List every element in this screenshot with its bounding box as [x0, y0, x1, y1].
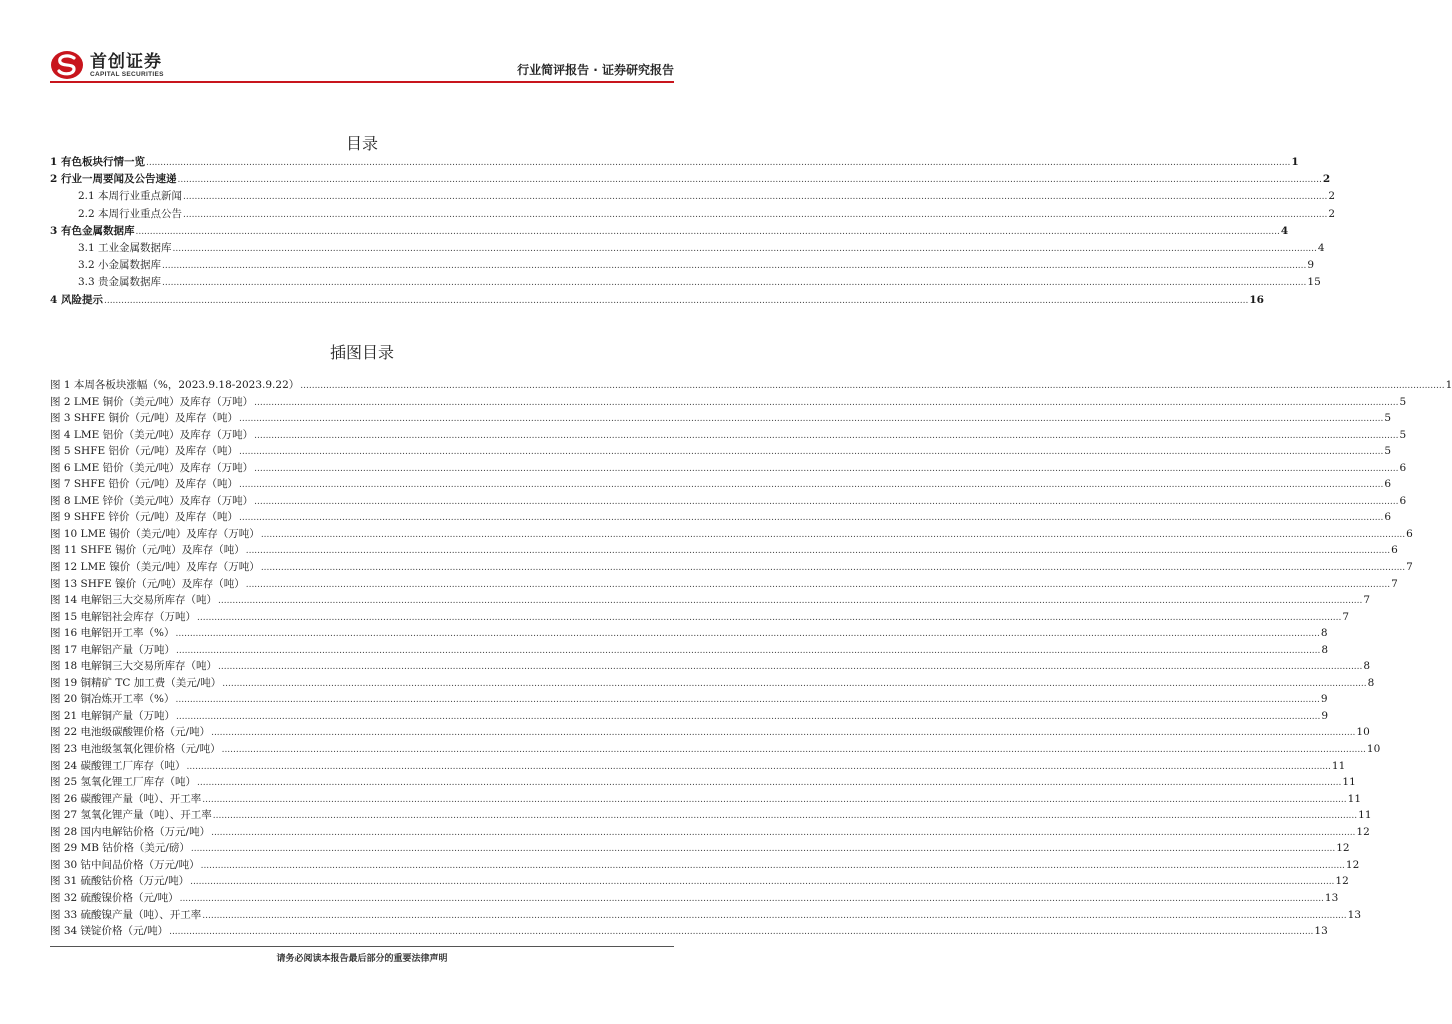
toc-entry[interactable] — [50, 206, 1336, 223]
dot-leader: ................................................................................................................................................................................................................................................................................................................................................................................................................ — [260, 529, 1406, 540]
dot-leader: ................................................................................................................................................................................................................................................................................................................................................................................................................ — [254, 430, 1399, 441]
entry-label: 图 7 SHFE 铅价（元/吨）及库存（吨） — [50, 478, 239, 491]
entry-label: 图 30 钴中间品价格（万元/吨） — [50, 858, 200, 871]
figures-title: 插图目录 — [329, 343, 394, 362]
figure-entry[interactable] — [50, 642, 1329, 659]
entry-label: 图 28 国内电解钴价格（万元/吨） — [50, 825, 211, 838]
entry-label: 图 4 LME 铝价（美元/吨）及库存（万吨） — [50, 428, 254, 441]
capital-securities-logo-icon — [50, 50, 84, 80]
figure-entry[interactable] — [50, 576, 1398, 593]
entry-label: 图 18 电解铜三大交易所库存（吨） — [50, 660, 218, 673]
dot-leader: ................................................................................................................................................................................................................................................................................................................................................................................................................ — [162, 261, 1307, 272]
page-number: 5 — [1384, 412, 1392, 425]
figure-entry[interactable] — [50, 460, 1407, 477]
dot-leader: ................................................................................................................................................................................................................................................................................................................................................................................................................ — [183, 192, 1328, 203]
entry-label: 图 31 硫酸钴价格（万元/吨） — [50, 875, 190, 888]
entry-label: 图 34 镁锭价格（元/吨） — [50, 925, 169, 938]
toc-entry[interactable] — [50, 188, 1336, 205]
entry-label: 1 有色板块行情一览 — [50, 156, 145, 168]
dot-leader: ................................................................................................................................................................................................................................................................................................................................................................................................................ — [218, 662, 1363, 673]
dot-leader: ................................................................................................................................................................................................................................................................................................................................................................................................................ — [239, 447, 1384, 458]
dot-leader: ................................................................................................................................................................................................................................................................................................................................................................................................................ — [186, 761, 1331, 772]
page-number: 1 — [1445, 379, 1452, 391]
header-divider — [50, 81, 674, 83]
figure-entry[interactable] — [50, 526, 1413, 543]
page-number: 6 — [1391, 544, 1398, 557]
dot-leader: ................................................................................................................................................................................................................................................................................................................................................................................................................ — [135, 226, 1280, 237]
entry-label: 图 24 碳酸锂工厂库存（吨） — [50, 759, 186, 772]
page-number: 8 — [1321, 643, 1329, 656]
figure-entry[interactable] — [50, 609, 1350, 626]
entry-label: 图 33 硫酸镍产量（吨）、开工率 — [50, 908, 202, 921]
page-number: 7 — [1406, 561, 1413, 574]
figure-entry[interactable] — [50, 443, 1392, 460]
toc-entry[interactable] — [50, 257, 1315, 274]
dot-leader: ................................................................................................................................................................................................................................................................................................................................................................................................................ — [190, 844, 1336, 855]
entry-label: 图 27 氢氧化锂产量（吨）、开工率 — [50, 809, 212, 822]
dot-leader: ................................................................................................................................................................................................................................................................................................................................................................................................................ — [222, 678, 1367, 689]
entry-label: 图 25 氢氧化锂工厂库存（吨） — [50, 776, 197, 789]
dot-leader: ................................................................................................................................................................................................................................................................................................................................................................................................................ — [162, 278, 1307, 289]
page-number: 8 — [1363, 660, 1371, 673]
page-number: 12 — [1336, 842, 1350, 855]
page-number: 8 — [1320, 627, 1328, 640]
page-number: 7 — [1363, 594, 1371, 607]
page-number: 9 — [1321, 709, 1329, 722]
dot-leader: ................................................................................................................................................................................................................................................................................................................................................................................................................ — [175, 695, 1320, 706]
entry-label: 图 10 LME 锡价（美元/吨）及库存（万吨） — [50, 527, 260, 540]
logo-english-name: CAPITAL SECURITIES — [90, 70, 164, 78]
toc-entry[interactable] — [50, 240, 1325, 257]
figure-entry[interactable] — [50, 741, 1381, 758]
figure-entry[interactable] — [50, 774, 1356, 791]
list-of-figures — [50, 377, 1452, 940]
page-number: 11 — [1331, 759, 1346, 772]
page-number: 12 — [1345, 858, 1360, 871]
entry-label: 图 17 电解铝产量（万吨） — [50, 643, 176, 656]
figure-entry[interactable] — [50, 625, 1328, 642]
page-number: 6 — [1406, 527, 1413, 540]
page-number: 6 — [1399, 461, 1407, 474]
entry-label: 3.2 小金属数据库 — [78, 259, 162, 272]
entry-label: 图 5 SHFE 铝价（元/吨）及库存（吨） — [50, 445, 239, 458]
dot-leader: ................................................................................................................................................................................................................................................................................................................................................................................................................ — [190, 877, 1335, 888]
toc-entry[interactable] — [50, 171, 1331, 188]
dot-leader: ................................................................................................................................................................................................................................................................................................................................................................................................................ — [260, 563, 1406, 574]
dot-leader: ................................................................................................................................................................................................................................................................................................................................................................................................................ — [211, 728, 1356, 739]
figure-entry[interactable] — [50, 923, 1328, 940]
toc-entry[interactable] — [50, 292, 1264, 309]
figure-entry[interactable] — [50, 857, 1360, 874]
entry-label: 3.1 工业金属数据库 — [78, 241, 172, 254]
entry-label: 图 21 电解铜产量（万吨） — [50, 709, 176, 722]
figure-entry[interactable] — [50, 708, 1329, 725]
figure-entry[interactable] — [50, 476, 1392, 493]
page-number: 12 — [1335, 875, 1349, 888]
page-number: 6 — [1399, 494, 1407, 507]
page-number: 9 — [1320, 693, 1328, 706]
page-number: 10 — [1366, 743, 1381, 756]
entry-label: 图 3 SHFE 铜价（元/吨）及库存（吨） — [50, 412, 239, 425]
report-type-label: 行业简评报告 · 证券研究报告 — [517, 63, 674, 77]
dot-leader: ................................................................................................................................................................................................................................................................................................................................................................................................................ — [254, 496, 1399, 507]
page-number: 15 — [1307, 276, 1321, 289]
entry-label: 图 19 铜精矿 TC 加工费（美元/吨） — [50, 676, 222, 689]
dot-leader: ................................................................................................................................................................................................................................................................................................................................................................................................................ — [179, 893, 1324, 904]
page-number: 7 — [1342, 610, 1350, 623]
entry-label: 图 13 SHFE 镍价（元/吨）及库存（吨） — [50, 577, 245, 590]
dot-leader: ................................................................................................................................................................................................................................................................................................................................................................................................................ — [200, 860, 1345, 871]
entry-label: 图 23 电池级氢氧化锂价格（元/吨） — [50, 743, 221, 756]
figure-entry[interactable] — [50, 394, 1407, 411]
dot-leader: ................................................................................................................................................................................................................................................................................................................................................................................................................ — [177, 175, 1322, 186]
entry-label: 图 32 硫酸镍价格（元/吨） — [50, 891, 179, 904]
entry-label: 图 22 电池级碳酸锂价格（元/吨） — [50, 726, 211, 739]
figure-entry[interactable] — [50, 592, 1371, 609]
dot-leader: ................................................................................................................................................................................................................................................................................................................................................................................................................ — [145, 158, 1291, 168]
entry-label: 图 8 LME 锌价（美元/吨）及库存（万吨） — [50, 494, 254, 507]
entry-label: 3 有色金属数据库 — [50, 224, 135, 237]
dot-leader: ................................................................................................................................................................................................................................................................................................................................................................................................................ — [172, 243, 1317, 254]
figure-entry[interactable] — [50, 873, 1349, 890]
company-logo — [50, 50, 164, 80]
dot-leader: ................................................................................................................................................................................................................................................................................................................................................................................................................ — [183, 209, 1328, 220]
figure-entry[interactable] — [50, 377, 1452, 394]
logo-chinese-name: 首创证券 — [90, 51, 162, 72]
page-number: 5 — [1399, 428, 1407, 441]
dot-leader: ................................................................................................................................................................................................................................................................................................................................................................................................................ — [175, 629, 1320, 640]
page-number: 5 — [1384, 445, 1392, 458]
dot-leader: ................................................................................................................................................................................................................................................................................................................................................................................................................ — [254, 397, 1399, 408]
figure-entry[interactable] — [50, 758, 1346, 775]
page-number: 9 — [1307, 259, 1315, 272]
entry-label: 2 行业一周要闻及公告速递 — [50, 173, 177, 186]
page-number: 4 — [1317, 241, 1325, 254]
entry-label: 图 29 MB 钴价格（美元/磅） — [50, 842, 190, 855]
dot-leader: ................................................................................................................................................................................................................................................................................................................................................................................................................ — [169, 927, 1314, 938]
dot-leader: ................................................................................................................................................................................................................................................................................................................................................................................................................ — [176, 645, 1321, 656]
entry-label: 图 2 LME 铜价（美元/吨）及库存（万吨） — [50, 395, 254, 408]
entry-label: 2.2 本周行业重点公告 — [78, 207, 183, 220]
dot-leader: ................................................................................................................................................................................................................................................................................................................................................................................................................ — [176, 711, 1321, 722]
dot-leader: ................................................................................................................................................................................................................................................................................................................................................................................................................ — [197, 778, 1342, 789]
entry-label: 图 6 LME 铅价（美元/吨）及库存（万吨） — [50, 461, 254, 474]
page-number: 12 — [1356, 825, 1370, 838]
figure-entry[interactable] — [50, 427, 1407, 444]
toc-entry[interactable] — [50, 223, 1289, 240]
page-number: 11 — [1342, 776, 1356, 789]
entry-label: 图 16 电解铝开工率（%） — [50, 627, 175, 640]
page-number: 11 — [1358, 809, 1372, 822]
entry-label: 图 26 碳酸锂产量（吨）、开工率 — [50, 792, 202, 805]
dot-leader: ................................................................................................................................................................................................................................................................................................................................................................................................................ — [211, 827, 1356, 838]
entry-label: 图 14 电解铝三大交易所库存（吨） — [50, 594, 218, 607]
entry-label: 图 20 铜冶炼开工率（%） — [50, 693, 175, 706]
page-number: 16 — [1249, 293, 1264, 306]
figure-entry[interactable] — [50, 691, 1328, 708]
page-number: 6 — [1384, 478, 1392, 491]
entry-label: 2.1 本周行业重点新闻 — [78, 190, 183, 203]
figure-entry[interactable] — [50, 658, 1371, 675]
dot-leader: ................................................................................................................................................................................................................................................................................................................................................................................................................ — [245, 579, 1391, 590]
figure-entry[interactable] — [50, 509, 1392, 526]
page-number: 13 — [1314, 925, 1328, 938]
entry-label: 4 风险提示 — [50, 293, 103, 306]
page-number: 2 — [1328, 190, 1336, 203]
entry-label: 图 9 SHFE 锌价（元/吨）及库存（吨） — [50, 511, 239, 524]
dot-leader: ................................................................................................................................................................................................................................................................................................................................................................................................................ — [103, 295, 1249, 306]
figure-entry[interactable] — [50, 559, 1413, 576]
figure-entry[interactable] — [50, 542, 1398, 559]
page-number: 1 — [1291, 156, 1299, 168]
page-number: 5 — [1399, 395, 1407, 408]
figure-entry[interactable] — [50, 675, 1375, 692]
figure-entry[interactable] — [50, 824, 1370, 841]
dot-leader: ................................................................................................................................................................................................................................................................................................................................................................................................................ — [300, 381, 1445, 391]
page-header — [50, 50, 674, 82]
figure-entry[interactable] — [50, 890, 1339, 907]
page-number: 10 — [1356, 726, 1370, 739]
figure-entry[interactable] — [50, 807, 1372, 824]
dot-leader: ................................................................................................................................................................................................................................................................................................................................................................................................................ — [239, 480, 1384, 491]
dot-leader: ................................................................................................................................................................................................................................................................................................................................................................................................................ — [239, 513, 1384, 524]
page-number: 2 — [1322, 173, 1331, 186]
legal-notice: 请务必阅读本报告最后部分的重要法律声明 — [276, 954, 448, 964]
dot-leader: ................................................................................................................................................................................................................................................................................................................................................................................................................ — [221, 745, 1366, 756]
toc-entry[interactable] — [50, 274, 1321, 291]
page-number: 2 — [1328, 207, 1336, 220]
page-number: 13 — [1324, 891, 1339, 904]
figure-entry[interactable] — [50, 410, 1392, 427]
dot-leader: ................................................................................................................................................................................................................................................................................................................................................................................................................ — [202, 794, 1347, 805]
figure-entry[interactable] — [50, 907, 1362, 924]
dot-leader: ................................................................................................................................................................................................................................................................................................................................................................................................................ — [245, 546, 1391, 557]
page-number: 7 — [1391, 577, 1398, 590]
page-number: 6 — [1384, 511, 1392, 524]
toc-title: 目录 — [345, 134, 378, 153]
page-number: 4 — [1280, 224, 1289, 237]
footer-divider — [50, 946, 674, 947]
entry-label: 图 15 电解铝社会库存（万吨） — [50, 610, 197, 623]
dot-leader: ................................................................................................................................................................................................................................................................................................................................................................................................................ — [202, 910, 1347, 921]
figure-entry[interactable] — [50, 840, 1350, 857]
figure-entry[interactable] — [50, 791, 1362, 808]
page-number: 11 — [1347, 792, 1362, 805]
dot-leader: ................................................................................................................................................................................................................................................................................................................................................................................................................ — [239, 414, 1384, 425]
dot-leader: ................................................................................................................................................................................................................................................................................................................................................................................................................ — [218, 596, 1363, 607]
entry-label: 图 1 本周各板块涨幅（%，2023.9.18-2023.9.22） — [50, 379, 300, 391]
entry-label: 3.3 贵金属数据库 — [78, 276, 162, 289]
dot-leader: ................................................................................................................................................................................................................................................................................................................................................................................................................ — [197, 612, 1342, 623]
figure-entry[interactable] — [50, 493, 1407, 510]
page-number: 8 — [1367, 676, 1375, 689]
entry-label: 图 12 LME 镍价（美元/吨）及库存（万吨） — [50, 561, 260, 574]
dot-leader: ................................................................................................................................................................................................................................................................................................................................................................................................................ — [212, 811, 1358, 822]
table-of-contents — [50, 154, 1336, 309]
figure-entry[interactable] — [50, 724, 1370, 741]
entry-label: 图 11 SHFE 锡价（元/吨）及库存（吨） — [50, 544, 245, 557]
dot-leader: ................................................................................................................................................................................................................................................................................................................................................................................................................ — [254, 463, 1399, 474]
toc-entry[interactable] — [50, 154, 1299, 171]
page-number: 13 — [1347, 908, 1362, 921]
